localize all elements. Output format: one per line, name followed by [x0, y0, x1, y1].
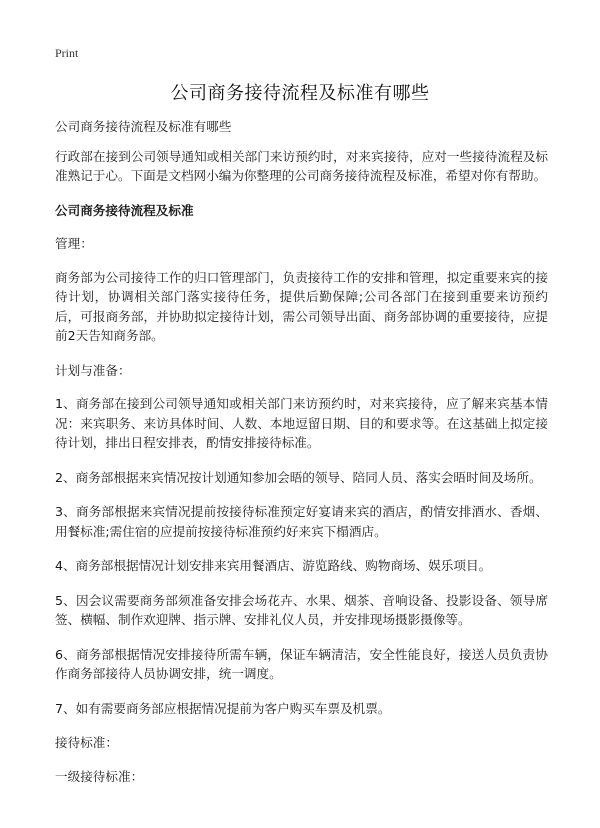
management-label: 管理：	[55, 236, 93, 251]
page-title: 公司商务接待流程及标准有哪些	[170, 83, 430, 104]
standards-label: 接待标准：	[55, 735, 118, 750]
list-item: 6、商务部根据情况安排接待所需车辆，保证车辆清洁，安全性能良好，接送人员负责协作商务部接待人员协调安排，统一调度。	[55, 646, 548, 681]
list-item: 3、商务部根据来宾情况提前按接待标准预定好宴请来宾的酒店，酌情安排酒水、香烟、用餐标准;需住宿的应提前按接待标准预约好来宾下榻酒店。	[55, 504, 548, 539]
list-item: 5、因会议需要商务部须准备安排会场花卉、水果、烟茶、音响设备、投影设备、领导席签、横幅、制作欢迎牌、指示牌、安排礼仪人员，并安排现场摄影摄像等。	[55, 592, 548, 627]
list-item: 2、商务部根据来宾情况按计划通知参加会晤的领导、陪同人员、落实会晤时间及场所。	[55, 469, 542, 485]
management-paragraph: 商务部为公司接待工作的归口管理部门，负责接待工作的安排和管理，拟定重要来宾的接待计划，协调相关部门落实接待任务，提供后勤保障;公司各部门在接到重要来访预约后，可报商务部，并协助拟定接待计划，需公司领导出面、商务部协调的重要接待，应提前2天告知商务部。	[55, 269, 548, 343]
print-label: Print	[55, 46, 79, 60]
planning-label: 计划与准备：	[55, 362, 131, 378]
list-item: 4、商务部根据情况计划安排来宾用餐酒店、游览路线、购物商场、娱乐项目。	[55, 558, 492, 573]
list-item: 7、如有需要商务部应根据情况提前为客户购买车票及机票。	[55, 700, 391, 716]
article-subtitle: 公司商务接待流程及标准有哪些	[55, 119, 232, 134]
list-item: 1、商务部在接到公司领导通知或相关部门来访预约时，对来宾接待，应了解来宾基本情况：来宾职务、来访具体时间、人数、本地逗留日期、目的和要求等。在这基础上拟定接待计划，排出日程安排表，酌情安排接待标准。	[55, 396, 548, 450]
intro-paragraph: 行政部在接到公司领导通知或相关部门来访预约时，对来宾接待，应对一些接待流程及标准熟记于心。下面是文档网小编为你整理的公司商务接待流程及标准，希望对你有帮助。	[55, 148, 548, 183]
section-heading: 公司商务接待流程及标准	[55, 202, 194, 218]
article-body	[55, 117, 548, 800]
level1-standard-label: 一级接待标准：	[55, 768, 144, 784]
